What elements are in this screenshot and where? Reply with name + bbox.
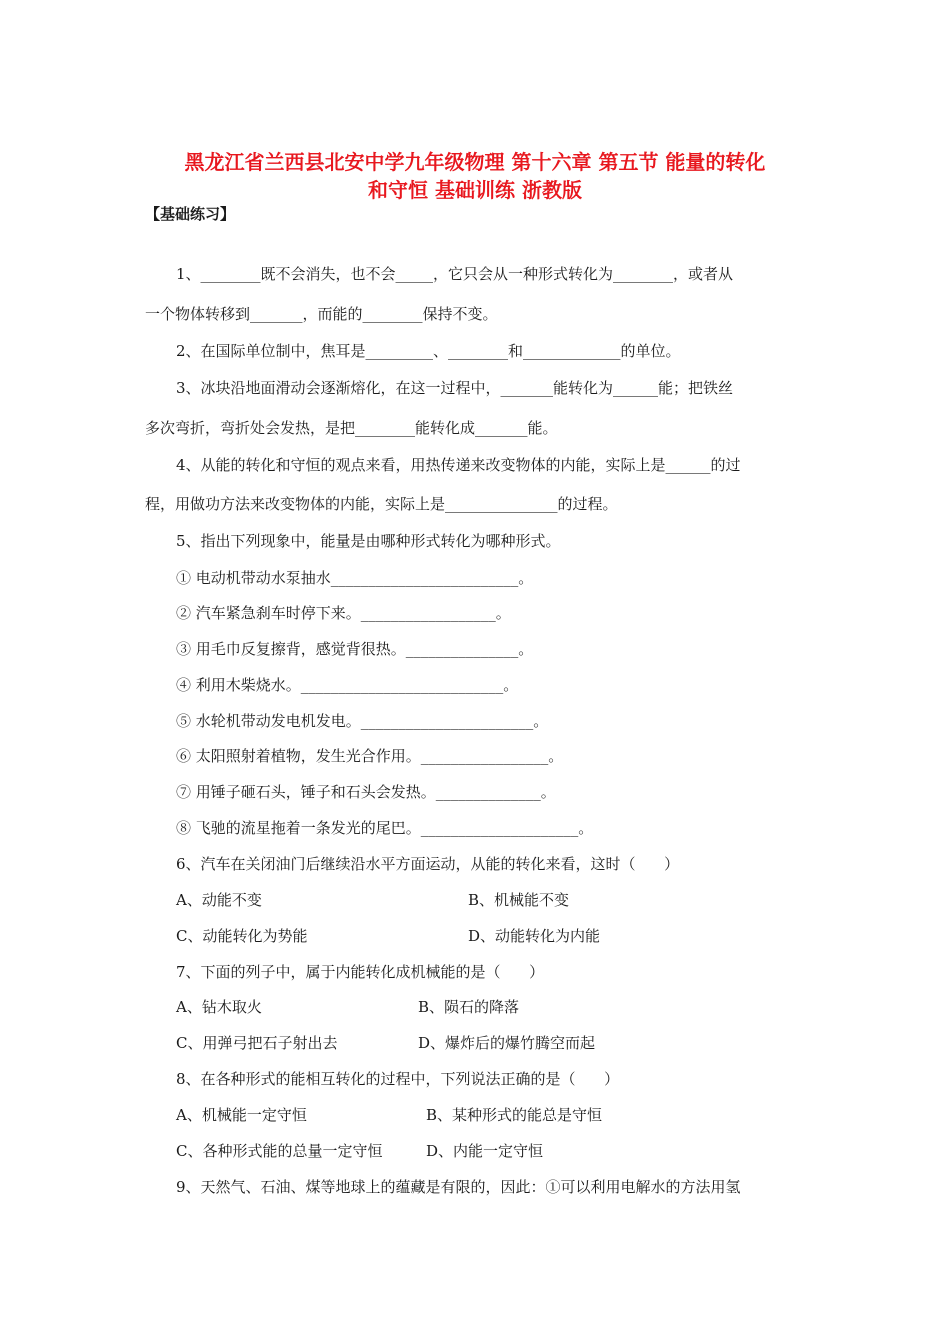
question-5-item-6: ⑥ 太阳照射着植物，发生光合作用。_________________。 bbox=[176, 747, 564, 765]
section-heading: 【基础练习】 bbox=[145, 205, 236, 223]
question-7-option-c: C、用弹弓把石子射出去 bbox=[176, 1034, 338, 1052]
page-title-line-1: 黑龙江省兰西县北安中学九年级物理 第十六章 第五节 能量的转化 bbox=[184, 150, 766, 174]
question-8: 8、在各种形式的能相互转化的过程中，下列说法正确的是（ ） bbox=[176, 1070, 620, 1088]
question-5-item-7: ⑦ 用锤子砸石头，锤子和石头会发热。______________。 bbox=[176, 783, 556, 801]
question-7-option-d: D、爆炸后的爆竹腾空而起 bbox=[418, 1034, 596, 1052]
question-5-item-3: ③ 用毛巾反复擦背，感觉背很热。_______________。 bbox=[176, 640, 534, 658]
question-5-item-5: ⑤ 水轮机带动发电机发电。_______________________。 bbox=[176, 712, 549, 730]
question-6-option-d: D、动能转化为内能 bbox=[468, 927, 601, 945]
question-7-option-b: B、陨石的降落 bbox=[418, 998, 520, 1016]
question-2: 2、在国际单位制中，焦耳是_________、________和_____________的单位。 bbox=[176, 342, 681, 360]
question-8-option-c: C、各种形式能的总量一定守恒 bbox=[176, 1142, 383, 1160]
question-6-option-b: B、机械能不变 bbox=[468, 891, 570, 909]
question-3-line-1: 3、冰块沿地面滑动会逐渐熔化，在这一过程中，_______能转化为______能；把铁丝 bbox=[176, 379, 734, 397]
question-1-line-1: 1、________既不会消失，也不会_____，它只会从一种形式转化为________，或者从 bbox=[176, 265, 734, 283]
question-5: 5、指出下列现象中，能量是由哪种形式转化为哪种形式。 bbox=[176, 532, 561, 550]
question-8-option-d: D、内能一定守恒 bbox=[426, 1142, 544, 1160]
question-7: 7、下面的列子中，属于内能转化成机械能的是（ ） bbox=[176, 963, 545, 981]
question-4-line-2: 程，用做功方法来改变物体的内能，实际上是_______________的过程。 bbox=[145, 495, 618, 513]
question-8-option-a: A、机械能一定守恒 bbox=[176, 1106, 307, 1124]
question-9: 9、天然气、石油、煤等地球上的蕴藏是有限的，因此：①可以利用电解水的方法用氢 bbox=[176, 1178, 741, 1196]
question-8-option-b: B、某种形式的能总是守恒 bbox=[426, 1106, 603, 1124]
question-5-item-2: ② 汽车紧急刹车时停下来。__________________。 bbox=[176, 604, 511, 622]
question-6: 6、汽车在关闭油门后继续沿水平方面运动，从能的转化来看，这时（ ） bbox=[176, 855, 680, 873]
question-7-option-a: A、钻木取火 bbox=[176, 998, 262, 1016]
question-5-item-4: ④ 利用木柴烧水。___________________________。 bbox=[176, 676, 519, 694]
question-5-item-8: ⑧ 飞驰的流星拖着一条发光的尾巴。_____________________。 bbox=[176, 819, 594, 837]
question-4-line-1: 4、从能的转化和守恒的观点来看，用热传递来改变物体的内能，实际上是______的过 bbox=[176, 456, 741, 474]
question-1-line-2: 一个物体转移到_______，而能的________保持不变。 bbox=[145, 305, 498, 323]
question-5-item-1: ① 电动机带动水泵抽水_________________________。 bbox=[176, 569, 534, 587]
question-3-line-2: 多次弯折，弯折处会发热，是把________能转化成_______能。 bbox=[145, 419, 558, 437]
page-title-line-2: 和守恒 基础训练 浙教版 bbox=[368, 178, 582, 202]
question-6-option-a: A、动能不变 bbox=[176, 891, 262, 909]
question-6-option-c: C、动能转化为势能 bbox=[176, 927, 308, 945]
